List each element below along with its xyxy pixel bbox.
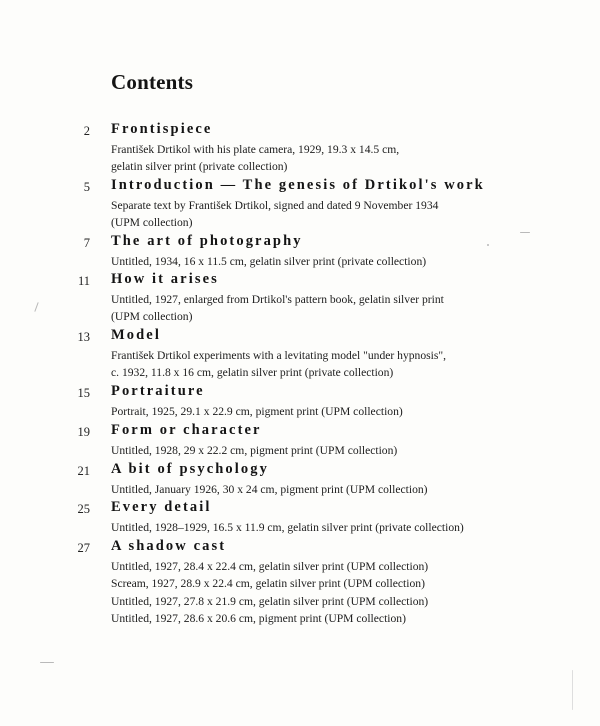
scan-speck: [520, 232, 530, 233]
entry-description-line: František Drtikol experiments with a levitating model "under hypnosis",: [111, 349, 447, 362]
entry-description: [111, 558, 428, 627]
entry-title: The art of photography: [111, 233, 303, 249]
entry-page-number: 27: [77, 541, 90, 555]
entry-description-line: Untitled, 1927, 28.6 x 20.6 cm, pigment print (UPM collection): [111, 611, 406, 625]
entry-page-number: 21: [77, 464, 90, 478]
scan-speck: [40, 662, 54, 663]
entry-title: Portraiture: [111, 383, 205, 399]
scan-speck: [572, 670, 573, 710]
entry-page-number: 19: [77, 425, 90, 439]
entry-description: [111, 519, 464, 536]
entry-title: A shadow cast: [111, 538, 227, 554]
entry-description: [111, 197, 438, 232]
entry-description-line: (UPM collection): [111, 310, 193, 324]
entry-description: [111, 253, 426, 270]
page-title: Contents: [111, 70, 194, 94]
entry-page-number: 2: [83, 124, 90, 138]
entry-page-number: 7: [83, 236, 90, 250]
entry-description-line: gelatin silver print (private collection): [111, 160, 288, 174]
scan-speck: [34, 302, 38, 312]
entry-title: How it arises: [111, 271, 219, 287]
entry-title: Introduction — The genesis of Drtikol's work: [111, 177, 485, 193]
entry-description-line: Portrait, 1925, 29.1 x 22.9 cm, pigment print (UPM collection): [111, 405, 403, 418]
entry-description-line: Untitled, 1928–1929, 16.5 x 11.9 cm, gelatin silver print (private collection): [111, 521, 464, 534]
scan-speck: [487, 244, 489, 246]
entry-page-number: 25: [77, 502, 90, 516]
entry-description-line: Untitled, 1927, 27.8 x 21.9 cm, gelatin silver print (UPM collection): [111, 594, 429, 608]
entry-description-line: Untitled, 1934, 16 x 11.5 cm, gelatin silver print (private collection): [111, 255, 427, 268]
entry-description-line: Separate text by František Drtikol, signed and dated 9 November 1934: [111, 199, 439, 212]
entry-description-line: Untitled, 1928, 29 x 22.2 cm, pigment print (UPM collection): [111, 444, 398, 457]
entry-description-line: c. 1932, 11.8 x 16 cm, gelatin silver print (private collection): [111, 366, 394, 380]
entry-title: Form or character: [111, 422, 262, 438]
entry-page-number: 15: [77, 386, 90, 400]
entry-description: [111, 291, 444, 326]
entry-description-line: František Drtikol with his plate camera, 1929, 19.3 x 14.5 cm,: [111, 143, 400, 156]
entry-description-line: Untitled, January 1926, 30 x 24 cm, pigment print (UPM collection): [111, 483, 428, 496]
entry-description: [111, 442, 397, 459]
entry-description: [111, 403, 403, 420]
entry-description: [111, 481, 428, 498]
entry-description-line: (UPM collection): [111, 216, 193, 230]
entry-description: [111, 347, 446, 382]
entry-description-line: Untitled, 1927, enlarged from Drtikol's pattern book, gelatin silver print: [111, 293, 444, 306]
entry-description-line: Untitled, 1927, 28.4 x 22.4 cm, gelatin silver print (UPM collection): [111, 560, 429, 573]
entry-title: Every detail: [111, 499, 212, 515]
entry-title: A bit of psychology: [111, 461, 269, 477]
entry-description-line: Scream, 1927, 28.9 x 22.4 cm, gelatin silver print (UPM collection): [111, 577, 425, 591]
entry-title: Model: [111, 327, 161, 343]
entry-page-number: 11: [77, 274, 90, 288]
entry-page-number: 5: [83, 180, 90, 194]
entry-description: [111, 141, 399, 176]
entry-title: Frontispiece: [111, 121, 213, 137]
entry-page-number: 13: [77, 330, 90, 344]
